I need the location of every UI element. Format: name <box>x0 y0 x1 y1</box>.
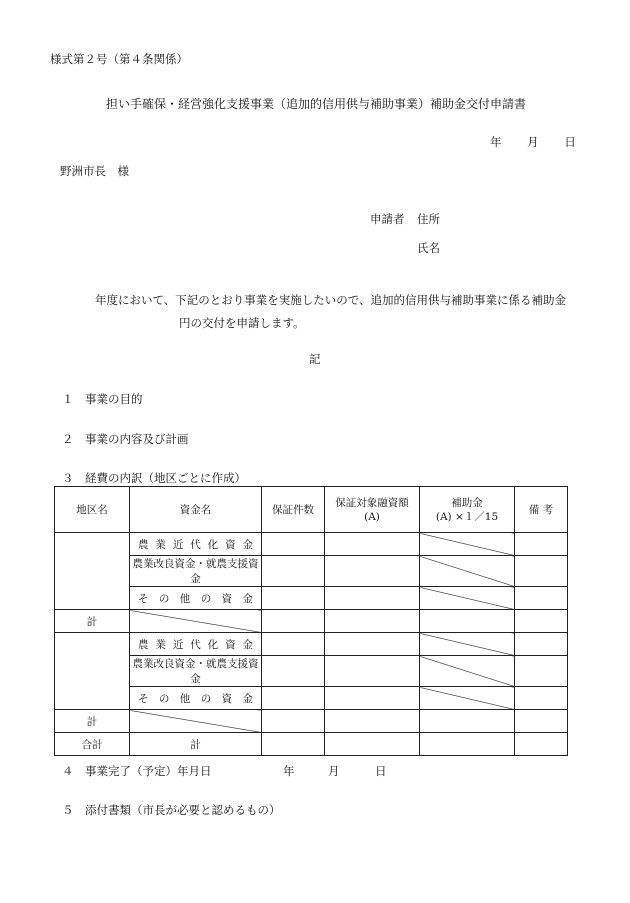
applicant-name-label: 氏名 <box>417 241 440 255</box>
amount-cell[interactable] <box>325 710 420 733</box>
section-2-content: ２ 事業の内容及び計画 <box>62 432 189 446</box>
section-1-purpose: １ 事業の目的 <box>62 392 143 406</box>
subtotal-row <box>55 710 568 733</box>
remarks-cell[interactable] <box>515 610 568 633</box>
fund-name-cell: 農業改良資金・就農支援資金 <box>130 656 262 687</box>
header-remarks: 備 考 <box>515 487 568 533</box>
count-cell[interactable] <box>262 556 325 587</box>
subsidy-cell[interactable] <box>420 710 515 733</box>
header-amount-line1: 保証対象融資額 <box>335 496 409 509</box>
subtotal-fund-slashed <box>130 710 262 733</box>
amount-cell[interactable] <box>325 656 420 687</box>
section-4-completion-date: ４ 事業完了（予定）年月日 <box>62 764 212 778</box>
subtotal-label: 計 <box>55 610 130 633</box>
completion-day-label: 日 <box>375 764 387 778</box>
table-row <box>55 533 568 556</box>
subtotal-fund-slashed <box>130 610 262 633</box>
amount-cell[interactable] <box>325 587 420 610</box>
remarks-cell[interactable] <box>515 710 568 733</box>
page-title: 担い手確保・経営強化支援事業（追加的信用供与補助事業）補助金交付申請書 <box>106 97 527 111</box>
subtotal-label: 計 <box>55 710 130 733</box>
subsidy-cell-slashed <box>420 656 515 687</box>
header-fund: 資金名 <box>130 487 262 533</box>
fund-name-cell: 農業近代化資金 <box>130 633 262 656</box>
header-amount-line2: (A) <box>364 510 380 523</box>
count-cell[interactable] <box>262 710 325 733</box>
header-count: 保証件数 <box>262 487 325 533</box>
fund-name-cell: その他の資金 <box>130 587 262 610</box>
table-row <box>55 556 568 587</box>
fund-name-cell: 農業改良資金・就農支援資金 <box>130 556 262 587</box>
amount-cell[interactable] <box>325 633 420 656</box>
count-cell[interactable] <box>262 587 325 610</box>
header-subsidy <box>420 487 515 533</box>
amount-cell[interactable] <box>325 556 420 587</box>
section-5-attachments: ５ 添付書類（市長が必要と認めるもの） <box>62 803 281 817</box>
subsidy-cell[interactable] <box>420 610 515 633</box>
remarks-cell[interactable] <box>515 587 568 610</box>
subsidy-cell-slashed <box>420 633 515 656</box>
date-day-label: 日 <box>564 135 576 149</box>
remarks-cell[interactable] <box>515 687 568 710</box>
applicant-label: 申請者 <box>370 212 405 226</box>
body-text-line2: 円の交付を申請します。 <box>179 316 305 330</box>
completion-year-label: 年 <box>283 764 295 778</box>
fund-name-cell: その他の資金 <box>130 687 262 710</box>
count-cell[interactable] <box>262 533 325 556</box>
amount-cell[interactable] <box>325 733 420 756</box>
district-cell[interactable] <box>55 533 130 610</box>
subsidy-cell-slashed <box>420 687 515 710</box>
addressee: 野洲市長 様 <box>60 164 129 178</box>
remarks-cell[interactable] <box>515 633 568 656</box>
section-3-expenses: ３ 経費の内訳（地区ごとに作成） <box>62 471 246 485</box>
remarks-cell[interactable] <box>515 556 568 587</box>
count-cell[interactable] <box>262 633 325 656</box>
count-cell[interactable] <box>262 656 325 687</box>
table-row <box>55 656 568 687</box>
ki-heading: 記 <box>309 352 321 366</box>
date-year-label: 年 <box>490 135 502 149</box>
table-row <box>55 687 568 710</box>
table-header-row <box>55 487 568 533</box>
remarks-cell[interactable] <box>515 533 568 556</box>
subsidy-cell-slashed <box>420 587 515 610</box>
completion-month-label: 月 <box>328 764 340 778</box>
remarks-cell[interactable] <box>515 656 568 687</box>
total-label: 合計 <box>55 733 130 756</box>
subtotal-row <box>55 610 568 633</box>
form-number: 様式第２号（第４条関係） <box>50 52 188 66</box>
count-cell[interactable] <box>262 687 325 710</box>
remarks-cell[interactable] <box>515 733 568 756</box>
subsidy-cell-slashed <box>420 533 515 556</box>
header-subsidy-line1: 補助金 <box>451 496 483 509</box>
date-line <box>490 134 576 150</box>
header-amount <box>325 487 420 533</box>
applicant-address-label: 住所 <box>417 212 440 226</box>
date-month-label: 月 <box>527 135 539 149</box>
subsidy-cell[interactable] <box>420 733 515 756</box>
count-cell[interactable] <box>262 733 325 756</box>
count-cell[interactable] <box>262 610 325 633</box>
amount-cell[interactable] <box>325 687 420 710</box>
district-cell[interactable] <box>55 633 130 710</box>
fund-name-cell: 農業近代化資金 <box>130 533 262 556</box>
header-district: 地区名 <box>55 487 130 533</box>
table-row <box>55 587 568 610</box>
amount-cell[interactable] <box>325 533 420 556</box>
body-text-line1: 年度において、下記のとおり事業を実施したいので、追加的信用供与補助事業に係る補助金 <box>95 293 567 307</box>
header-subsidy-line2: (A) ×１／15 <box>435 510 499 523</box>
total-row <box>55 733 568 756</box>
total-fund-label: 計 <box>130 733 262 756</box>
expense-table <box>54 486 568 756</box>
table-row <box>55 633 568 656</box>
subsidy-cell-slashed <box>420 556 515 587</box>
amount-cell[interactable] <box>325 610 420 633</box>
